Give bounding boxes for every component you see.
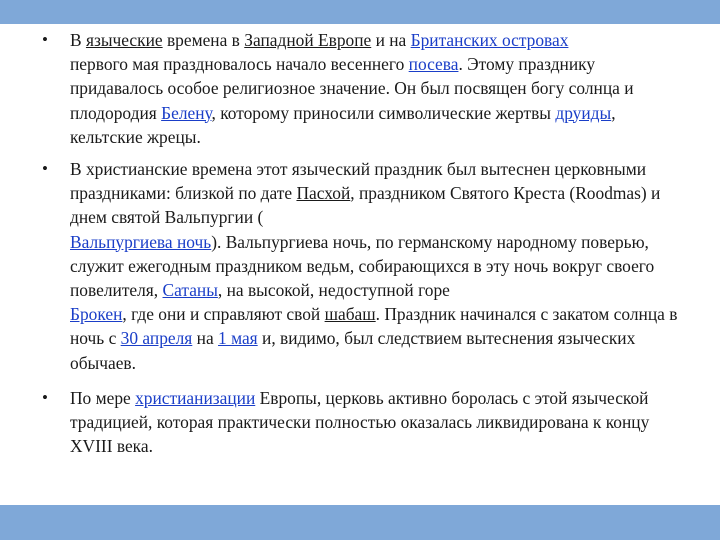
text: По мере: [70, 387, 136, 408]
link-belenus[interactable]: Белену: [161, 102, 212, 123]
text: В: [70, 30, 86, 50]
link-christianization[interactable]: христианизации: [135, 387, 256, 408]
link-satan[interactable]: Сатаны: [162, 280, 218, 301]
bottom-band: [0, 505, 720, 540]
text: , где они и справляют свой: [122, 304, 325, 325]
link-may-1[interactable]: 1 мая: [218, 328, 258, 349]
bullet-item-2: [40, 157, 680, 375]
text: . Этому празднику придавалось особое религиозное значение. Он был посвящен богу солнца и плодородия: [70, 54, 634, 123]
text: . Праздник начинался с закатом солнца в ночь с: [70, 304, 678, 349]
text: и на: [371, 30, 411, 50]
text: В христианские времена этот языческий праздник был вытеснен церковными праздниками: близкой по дате: [70, 159, 647, 204]
slide-content: [40, 28, 680, 466]
text: на: [192, 328, 219, 349]
bullet-dot-icon: •: [42, 30, 48, 49]
text: , кельтские жрецы.: [70, 102, 616, 147]
link-brocken[interactable]: Брокен: [70, 304, 123, 325]
link-western-europe[interactable]: Западной Европе: [244, 30, 372, 50]
text: , которому приносили символические жертвы: [211, 102, 556, 123]
bullet-dot-icon: •: [42, 387, 48, 407]
bullet-dot-icon: •: [42, 159, 48, 179]
link-sowing[interactable]: посева: [408, 54, 459, 75]
link-british-isles[interactable]: Британских островах: [410, 30, 569, 50]
link-druids[interactable]: друиды: [555, 102, 612, 123]
top-band: [0, 0, 720, 24]
text: , праздником Святого Креста (Roodmas) и днем святой Вальпургии (: [70, 183, 661, 228]
link-walpurgis-night[interactable]: Вальпургиева ночь: [70, 231, 212, 252]
bullet-item-1: [40, 28, 680, 149]
text: первого мая праздновалось начало весеннего: [70, 54, 409, 75]
link-easter[interactable]: Пасхой: [296, 183, 351, 204]
link-pagan[interactable]: языческие: [85, 30, 163, 50]
text: , на высокой, недоступной горе: [217, 280, 450, 301]
link-april-30[interactable]: 30 апреля: [120, 328, 193, 349]
link-sabbath[interactable]: шабаш: [324, 304, 376, 325]
text: и, видимо, был следствием вытеснения языческих обычаев.: [70, 328, 636, 373]
text: времена в: [162, 30, 245, 50]
bullet-item-3: [40, 386, 680, 459]
text: Европы, церковь активно боролась с этой языческой традицией, которая практически полностью оказалась ликвидирована к концу XVIII века.: [70, 387, 650, 457]
text: ). Вальпургиева ночь, по германскому народному поверью, служит ежегодным праздником ведьм, собирающихся в эту ночь вокруг своего повелителя,: [70, 231, 655, 301]
